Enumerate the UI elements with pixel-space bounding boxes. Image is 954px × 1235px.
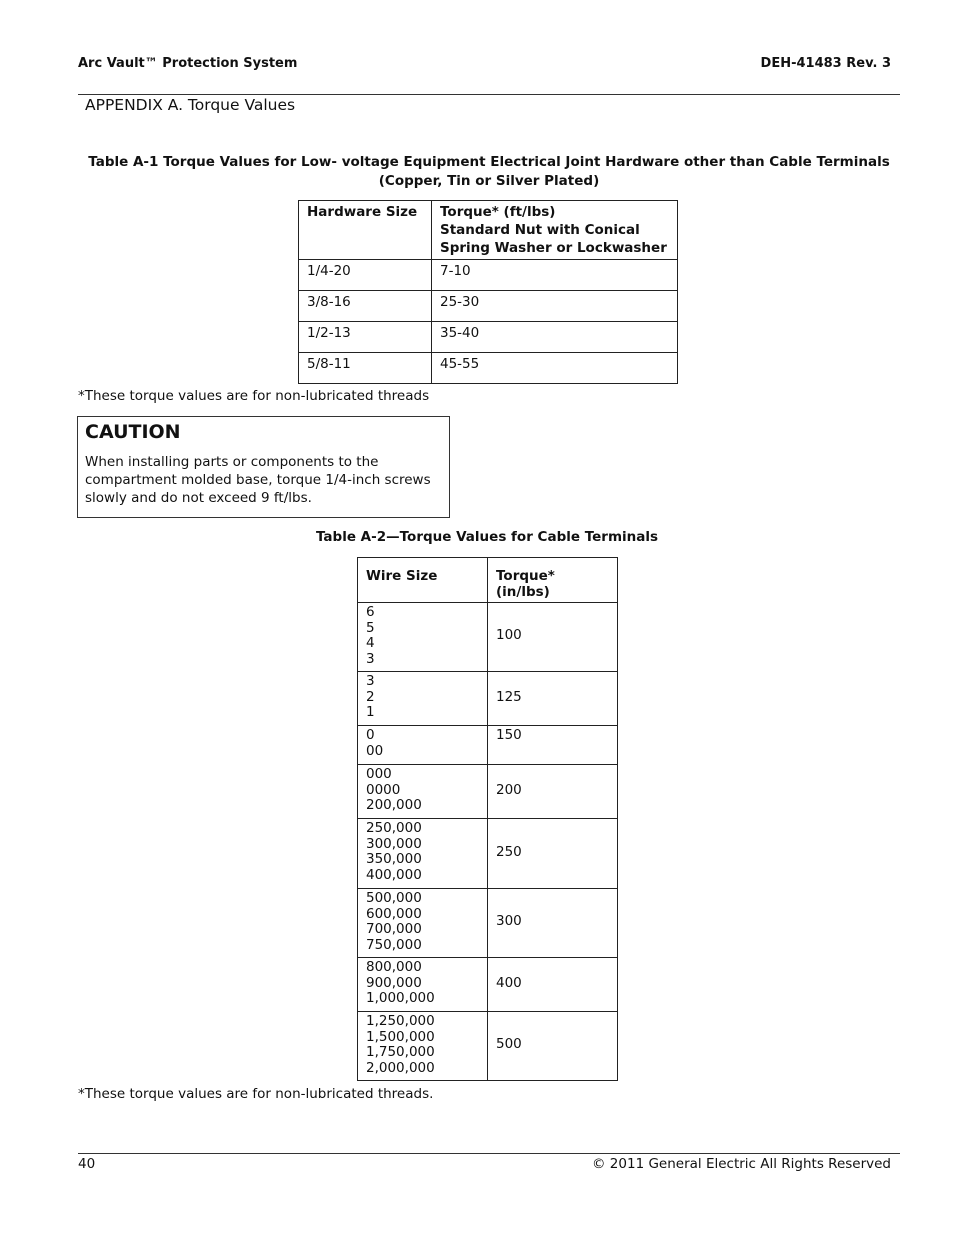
table2-wire-size: 500,000 600,000 700,000 750,000 [358, 889, 488, 958]
table2-header-row [358, 558, 618, 603]
table-row [358, 889, 618, 958]
caution-title: CAUTION [85, 421, 181, 443]
table2-torque: 100 [488, 603, 618, 672]
table2-footnote: *These torque values are for non-lubricated threads. [78, 1086, 434, 1102]
table2-torque: 200 [488, 765, 618, 819]
table2-wire-size: 250,000 300,000 350,000 400,000 [358, 819, 488, 889]
page-number: 40 [78, 1156, 96, 1172]
copyright: © 2011 General Electric All Rights Reserved [592, 1156, 891, 1172]
table1 [298, 200, 678, 384]
table-row [299, 322, 678, 353]
table1-col1-header: Hardware Size [299, 201, 432, 260]
table-row [299, 353, 678, 384]
table1-col2-header: Torque* (ft/lbs) Standard Nut with Conical Spring Washer or Lockwasher [432, 201, 678, 260]
table2-col2-header: Torque* (in/lbs) [488, 558, 618, 603]
table-row [299, 291, 678, 322]
table2-torque: 300 [488, 889, 618, 958]
table1-header-row [299, 201, 678, 260]
table1-hardware-size: 1/2-13 [299, 322, 432, 353]
table2-wire-size: 000 0000 200,000 [358, 765, 488, 819]
table-row [299, 260, 678, 291]
table1-hardware-size: 1/4-20 [299, 260, 432, 291]
table-row [358, 958, 618, 1012]
table1-torque: 35-40 [432, 322, 678, 353]
appendix-heading: APPENDIX A. Torque Values [85, 96, 296, 114]
caution-box [77, 416, 450, 518]
table-row [358, 726, 618, 765]
table1-torque: 45-55 [432, 353, 678, 384]
table1-footnote: *These torque values are for non-lubricated threads [78, 388, 430, 404]
table1-caption: Table A-1 Torque Values for Low- voltage Equipment Electrical Joint Hardware other than Cable Terminals (Copper, Tin or Silver Plated) [88, 154, 890, 189]
table2 [357, 557, 618, 1081]
table2-torque: 150 [488, 726, 618, 765]
table2-wire-size: 1,250,000 1,500,000 1,750,000 2,000,000 [358, 1012, 488, 1081]
caution-body: When installing parts or components to the compartment molded base, torque 1/4-inch screws slowly and do not exceed 9 ft/lbs. [85, 454, 431, 506]
table2-wire-size: 6 5 4 3 [358, 603, 488, 672]
table1-hardware-size: 5/8-11 [299, 353, 432, 384]
table2-wire-size: 3 2 1 [358, 672, 488, 726]
table-row [358, 765, 618, 819]
table2-wire-size: 0 00 [358, 726, 488, 765]
table2-col1-header: Wire Size [358, 558, 488, 603]
table2-torque: 400 [488, 958, 618, 1012]
table2-wire-size: 800,000 900,000 1,000,000 [358, 958, 488, 1012]
header-title: Arc Vault™ Protection System [78, 56, 298, 71]
header-doc-number: DEH-41483 Rev. 3 [760, 56, 891, 71]
header-rule [78, 94, 900, 95]
table2-torque: 125 [488, 672, 618, 726]
table1-torque: 25-30 [432, 291, 678, 322]
table-row [358, 819, 618, 889]
table2-torque: 500 [488, 1012, 618, 1081]
footer-rule [78, 1153, 900, 1154]
table1-torque: 7-10 [432, 260, 678, 291]
table2-torque: 250 [488, 819, 618, 889]
table-row [358, 1012, 618, 1081]
table1-hardware-size: 3/8-16 [299, 291, 432, 322]
table-row [358, 603, 618, 672]
table2-caption: Table A-2—Torque Values for Cable Terminals [315, 529, 659, 545]
table-row [358, 672, 618, 726]
